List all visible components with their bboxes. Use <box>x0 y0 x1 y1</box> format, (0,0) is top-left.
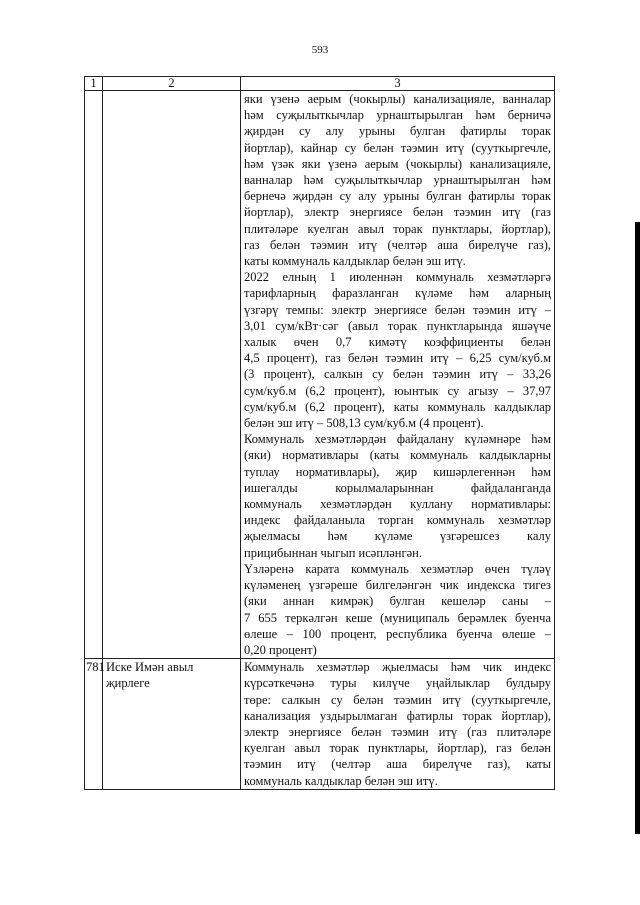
text-line: ванналар һәм суҗылыткычлар урнаштырылган һәм <box>244 173 551 188</box>
text-line: йортлар), кайнар су белән тәэмин итү (сууткыргечле, <box>244 140 551 155</box>
text-line: йортлар), электр энергиясе белән тәэмин итү (газ <box>244 205 551 220</box>
table-row <box>85 659 555 790</box>
text-line: канализация уздырылмаган фатирлы торак йортлар), <box>244 708 551 723</box>
text-line: газ белән тәэмин итү (челтәр аша бирелүче газ), <box>244 237 551 252</box>
text-line: каты коммуналь калдыклар белән эш итү. <box>244 254 466 269</box>
text-line: 4,5 процент), газ белән тәэмин итү – 6,25 сум/куб.м <box>244 351 551 366</box>
text-line: коммуналь калдыклар белән эш итү. <box>244 773 438 788</box>
text-line: 7 655 теркәлгән кеше (муниципаль берәмлек буенча <box>244 610 551 625</box>
row-text-cell <box>241 659 555 790</box>
text-line: куелган авыл торак пунктлары, йортлар), газ белән <box>244 741 551 756</box>
text-line: коммуналь хезмәтләрдән куллану нормативлары: <box>244 497 551 512</box>
document-table <box>84 76 555 790</box>
text-line: туплау нормативлары), җир кишәрлегеннән һәм <box>244 464 551 479</box>
page-number: 593 <box>311 44 329 56</box>
row-number-cell <box>85 91 103 659</box>
text-line: прицибыннан чыгып исәпләнгән. <box>244 545 422 560</box>
text-line: үзгәрү темпы: электр энергиясе белән тәэмин итү – <box>244 302 551 317</box>
text-line: (яки) нормативлары (каты коммуналь калдыкларны <box>244 448 551 463</box>
text-line: индекс файдаланыла торган коммуналь хезмәтләр <box>244 513 551 528</box>
text-line: тарифларның фаразланган күләме һәм аларның <box>244 286 551 301</box>
text-line: җыелмасы һәм күләме үзгәрешсез калу <box>244 529 551 544</box>
row-name-cell <box>103 659 241 790</box>
row-name-cell <box>103 91 241 659</box>
text-line: өлеше – 100 процент, республика буенча өлеше – <box>244 626 551 641</box>
text-line: тәэмин итү (челтәр аша бирелүче газ), каты <box>244 757 551 772</box>
text-line: бернечә җирдән су алу урыны булган фатирлы торак <box>244 189 551 204</box>
text-line: (3 процент), салкын су белән тәэмин итү – 33,26 <box>244 367 551 382</box>
text-line: сум/куб.м (6,2 процент), юынтык су агызу – 37,97 <box>244 383 551 398</box>
row-text-cell <box>241 91 555 659</box>
text-line: ишегалды корылмаларыннан файдаланганда <box>244 480 551 495</box>
scan-edge-bar <box>635 222 640 834</box>
text-line: төре: салкын су белән тәэмин итү (сууткыргечле, <box>244 692 551 707</box>
text-line: сум/куб.м (6,2 процент), каты коммуналь калдыклар <box>244 399 551 414</box>
text-line: плитәләре куелган авыл торак пунктлары, йортлар), <box>244 221 551 236</box>
header-col-2: 2 <box>103 77 241 91</box>
text-line: Иске Имән авыл <box>106 660 194 675</box>
header-col-3: 3 <box>241 77 555 91</box>
text-line: белән эш итү – 508,13 сум/куб.м (4 процент). <box>244 416 484 431</box>
text-line: Коммуналь хезмәтләрдән файдалану күләмнәре һәм <box>244 432 551 447</box>
text-line: 3,01 сум/кВт·сәг (авыл торак пунктларында яшәүче <box>244 318 551 333</box>
text-line: күрсәткечәнә туры килүче уңайлыклар булдыру <box>244 676 551 691</box>
row-number-cell: 781 <box>85 659 103 790</box>
text-line: һәм үзәк яки үзенә аерым (чокырлы) канализацияле, <box>244 156 551 171</box>
text-line: (яки аннан кимрәк) булган кешеләр саны – <box>244 594 551 609</box>
text-line: Үзләренә карата коммуналь хезмәтләр өчен түләү <box>244 561 551 576</box>
text-line: 2022 елның 1 июленнән коммуналь хезмәтләргә <box>244 270 551 285</box>
text-line: 0,20 процент) <box>244 642 317 657</box>
text-line: һәм суҗылыткычлар урнаштырылган һәм берничә <box>244 108 551 123</box>
table-row <box>85 91 555 659</box>
text-line: күләменең үзгәреше билгеләнгән чик индекска тигез <box>244 578 551 593</box>
text-line: Коммуналь хезмәтләр җыелмасы һәм чик индекс <box>244 660 551 675</box>
text-line: җирлеге <box>106 676 150 691</box>
header-col-1: 1 <box>85 77 103 91</box>
text-line: халык өчен 0,7 кимәтү коэффициенты белән <box>244 335 551 350</box>
text-line: яки үзенә аерым (чокырлы) канализацияле, ванналар <box>244 92 551 106</box>
table-header-row <box>85 77 555 91</box>
text-line: җирдән су алу урыны булган фатирлы торак <box>244 124 551 139</box>
text-line: электр энергиясе белән тәэмин итү (газ плитәләре <box>244 724 551 739</box>
